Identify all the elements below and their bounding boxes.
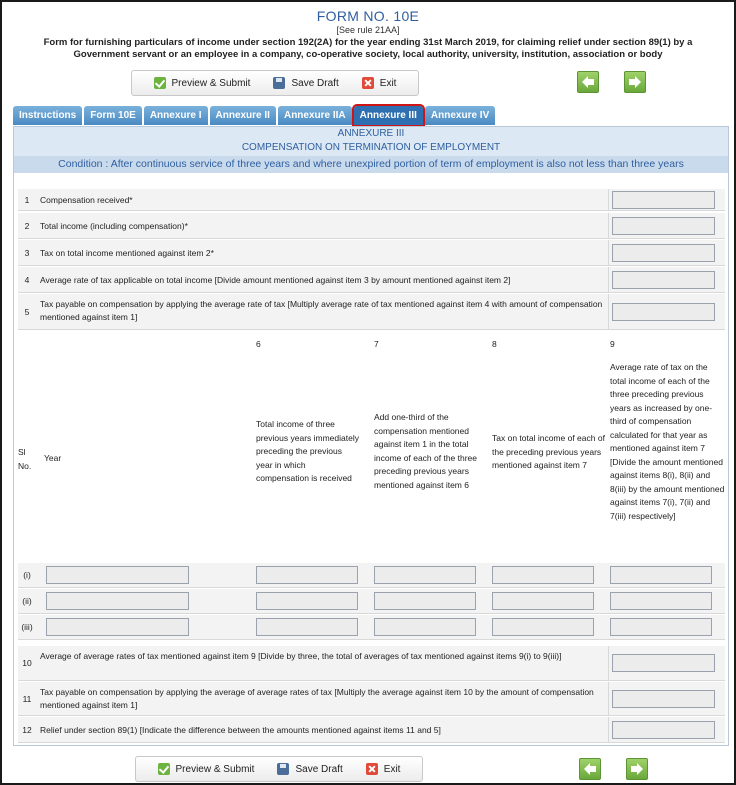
column-divider — [608, 213, 609, 238]
exit-icon — [362, 77, 374, 89]
tab-annexure-iv[interactable]: Annexure IV — [425, 106, 495, 125]
relief-input[interactable] — [612, 721, 715, 739]
exit-icon — [366, 763, 378, 775]
item-number: 12 — [22, 725, 32, 735]
item-row-1 — [18, 189, 725, 211]
item-number: 11 — [22, 694, 32, 704]
preview-submit-button-bottom[interactable] — [158, 763, 255, 775]
year-input[interactable] — [46, 592, 189, 610]
save-icon — [273, 77, 285, 89]
item-row-4 — [18, 267, 725, 293]
tab-annexure-ii[interactable]: Annexure II — [210, 106, 276, 125]
item-label: Compensation received* — [40, 195, 133, 205]
item-row-12 — [18, 717, 725, 743]
col-number-9: 9 — [610, 339, 615, 349]
col-7-header: Add one-third of the compensation mentioned against item 1 in the total income of each of the three preceding previous years mentioned against item 6 — [374, 412, 478, 490]
column-divider — [608, 682, 609, 715]
compensation-received-input[interactable] — [612, 191, 715, 209]
col-8-input[interactable] — [492, 592, 594, 610]
save-draft-label: Save Draft — [295, 763, 343, 775]
form-header — [2, 2, 734, 61]
col-6-input[interactable] — [256, 618, 358, 636]
item-label: Tax payable on compensation by applying the average of average rates of tax [Multiply the average against item 10 by the amount of compensation mentioned against item 1] — [40, 687, 594, 710]
item-label: Total income (including compensation)* — [40, 221, 188, 231]
item-number: 10 — [22, 658, 32, 668]
col-7-input[interactable] — [374, 592, 476, 610]
column-divider — [608, 717, 609, 742]
row-index: (i) — [23, 570, 31, 580]
prev-page-button[interactable] — [577, 71, 599, 93]
column-divider — [608, 294, 609, 329]
item-label: Tax payable on compensation by applying the average rate of tax [Multiply average rate of tax mentioned against item 4 with amount of compensation mentioned against item 1] — [40, 299, 603, 322]
col-8-header: Tax on total income of each of the preceding previous years mentioned against item 7 — [492, 433, 605, 470]
year-row-iii — [18, 615, 725, 640]
year-row-ii — [18, 589, 725, 614]
item-label: Average rate of tax applicable on total income [Divide amount mentioned against item 3 by amount mentioned against item 2] — [40, 275, 511, 285]
section-subtitle: COMPENSATION ON TERMINATION OF EMPLOYMENT — [14, 140, 728, 156]
item-row-2 — [18, 213, 725, 239]
check-icon — [158, 763, 170, 775]
year-input[interactable] — [46, 618, 189, 636]
year-input[interactable] — [46, 566, 189, 584]
bottom-toolbar — [135, 756, 423, 782]
col-9-input[interactable] — [610, 592, 712, 610]
column-divider — [608, 189, 609, 210]
col-year: Year — [44, 453, 62, 463]
column-divider — [608, 267, 609, 292]
exit-button-bottom[interactable] — [366, 763, 401, 775]
year-row-i — [18, 563, 725, 588]
col-8-input[interactable] — [492, 618, 594, 636]
col-6-input[interactable] — [256, 566, 358, 584]
preview-submit-label: Preview & Submit — [171, 77, 251, 89]
col-number-8: 8 — [492, 339, 497, 349]
item-row-11 — [18, 682, 725, 716]
item-number: 3 — [24, 248, 30, 258]
item-row-5 — [18, 294, 725, 330]
item-label: Relief under section 89(1) [Indicate the difference between the amounts mentioned against items 11 and 5] — [40, 725, 441, 735]
col-9-input[interactable] — [610, 566, 712, 584]
exit-label: Exit — [379, 77, 397, 89]
average-of-average-rates-input[interactable] — [612, 654, 715, 672]
col-sl-no: Sl No. — [18, 447, 32, 471]
tax-on-total-income-input[interactable] — [612, 244, 715, 262]
save-draft-button-bottom[interactable] — [277, 763, 342, 775]
col-number-6: 6 — [256, 339, 261, 349]
arrow-right-icon — [630, 762, 644, 776]
next-page-button[interactable] — [624, 71, 646, 93]
item-number: 5 — [24, 307, 30, 317]
section-title: ANNEXURE III — [14, 127, 728, 140]
column-divider — [608, 646, 609, 680]
column-divider — [608, 240, 609, 265]
tax-payable-average-input[interactable] — [612, 690, 715, 708]
col-7-input[interactable] — [374, 566, 476, 584]
col-8-input[interactable] — [492, 566, 594, 584]
arrow-left-icon — [581, 75, 595, 89]
col-6-header: Total income of three previous years immediately preceding the previous year in which compensation is received — [256, 419, 359, 483]
tab-annexure-iia[interactable]: Annexure IIA — [278, 106, 352, 125]
row-index: (ii) — [22, 596, 32, 606]
arrow-left-icon — [583, 762, 597, 776]
item-number: 4 — [24, 275, 30, 285]
tab-annexure-i[interactable]: Annexure I — [144, 106, 208, 125]
next-page-button-bottom[interactable] — [626, 758, 648, 780]
check-icon — [154, 77, 166, 89]
tax-payable-input[interactable] — [612, 303, 715, 321]
section-condition: Condition : After continuous service of three years and where unexpired portion of term of employment is also not less than three years — [14, 156, 728, 173]
col-9-input[interactable] — [610, 618, 712, 636]
tab-instructions[interactable]: Instructions — [13, 106, 82, 125]
item-row-10 — [18, 646, 725, 681]
rule-reference: [See rule 21AA] — [336, 25, 400, 35]
arrow-right-icon — [628, 75, 642, 89]
form-description: Form for furnishing particulars of income under section 192(2A) for the year ending 31st March 2019, for claiming relief under section 89(1) by a Government servant or an employee in a company, co-operative society, local authority, university, institution, association or body — [43, 37, 693, 60]
tab-form-10e[interactable]: Form 10E — [84, 106, 142, 125]
col-7-input[interactable] — [374, 618, 476, 636]
tab-annexure-iii[interactable]: Annexure III — [354, 106, 423, 125]
prev-page-button-bottom[interactable] — [579, 758, 601, 780]
item-number: 1 — [24, 195, 30, 205]
item-number: 2 — [24, 221, 30, 231]
preview-submit-button[interactable] — [154, 77, 251, 89]
save-draft-button[interactable] — [273, 77, 338, 89]
item-label: Tax on total income mentioned against item 2* — [40, 248, 214, 258]
preview-submit-label: Preview & Submit — [175, 763, 255, 775]
exit-button[interactable] — [362, 77, 397, 89]
row-index: (iii) — [21, 622, 33, 632]
save-draft-label: Save Draft — [291, 77, 339, 89]
top-toolbar — [131, 70, 419, 96]
item-row-3 — [18, 240, 725, 266]
tab-bar — [13, 106, 497, 126]
col-9-header: Average rate of tax on the total income of each of the three preceding previous years as increased by one-third of compensation calculated for that year as mentioned against item 7 [Divide the amount mentioned against items 8(i), 8(ii) and 8(iii) by the amount mentioned against items 7(i), 7(ii) and 7(iii) respectively] — [610, 362, 725, 521]
col-6-input[interactable] — [256, 592, 358, 610]
save-icon — [277, 763, 289, 775]
col-number-7: 7 — [374, 339, 379, 349]
page-title: FORM NO. 10E — [316, 8, 420, 24]
item-label: Average of average rates of tax mentioned against item 9 [Divide by three, the total of averages of tax mentioned against items 9(i) to 9(iii)] — [40, 651, 562, 661]
exit-label: Exit — [383, 763, 401, 775]
average-rate-input[interactable] — [612, 271, 715, 289]
total-income-input[interactable] — [612, 217, 715, 235]
annexure-panel — [13, 126, 729, 746]
